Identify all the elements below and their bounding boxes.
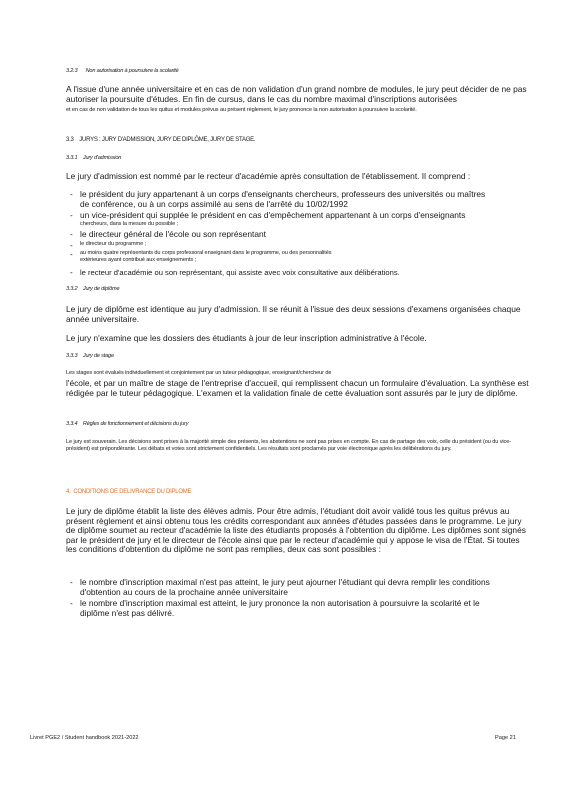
list-item: - un vice-président qui supplée le président en cas d'empêchement appartenant à un corps d'enseignants chercheurs, dans la mesure du possible ; (70, 211, 530, 228)
heading-text: Jury d'admission (82, 155, 122, 161)
paragraph-non-autorisation-cont: et en cas de non validation de tous les quitus et modules prévus au présent règlement, le jury prononce la non autorisation à poursuivre la scolarité. (66, 107, 417, 113)
list-item: - le président du jury appartenant à un corps d'enseignants chercheurs, professeurs des universités ou maîtres de conférence, ou à un corps assimilé au sens de l'arrêté du 10/02/1992 (70, 190, 530, 209)
list-item-text: au moins quatre représentants du corps professoral enseignant dans le programme, ou des personnalités (80, 250, 332, 256)
paragraph-jury-diplome-2: Le jury n'examine que les dossiers des étudiants à jour de leur inscription administrative à l'école. (66, 333, 427, 343)
heading-3-3 (66, 137, 532, 143)
list-item-text: un vice-président qui supplée le président en cas d'empêchement appartenant à un corps d'enseignants (80, 210, 466, 220)
list-item: - le nombre d'inscription maximal n'est pas atteint, le jury peut ajourner l'étudiant qui devra remplir les conditions d'obtention au cours de la prochaine année universitaire (70, 578, 530, 597)
list-item: - le recteur d'académie ou son représentant, qui assiste avec voix consultative aux délibérations. (70, 268, 530, 278)
paragraph-non-autorisation: A l'issue d'une année universitaire et en cas de non validation d'un grand nombre de modules, le jury peut décider de ne pas autoriser la poursuite d'études. En fin de cursus, dans le cas du nombre maximal d'inscriptions autorisées (66, 84, 527, 104)
list-item: - le directeur du programme ; (70, 241, 530, 248)
list-item-text: le directeur général de l'école ou son représentant (80, 229, 266, 239)
heading-number: 3.2.3 (66, 68, 78, 74)
heading-number: 3.3 (66, 137, 74, 143)
list-item-text: le nombre d'inscription maximal est atteint, le jury prononce la non autorisation à poursuivre la scolarité et le (80, 598, 480, 608)
heading-number: 3.3.3 (66, 353, 78, 359)
list-item-text-cont: de conférence, ou à un corps assimilé au sens de l'arrêté du 10/02/1992 (80, 198, 348, 209)
heading-text: Non autorisation à poursuivre la scolarité (85, 68, 179, 74)
list-item-text: le directeur du programme ; (80, 241, 147, 247)
footer-title: Livret PGE2 / Student handbook 2021-2022 (30, 735, 139, 741)
heading-text: CONDITIONS DE DELIVRANCE DU DIPLOME (73, 489, 192, 495)
list-item-text-cont: d'obtention au cours de la prochaine année universitaire (80, 586, 288, 597)
heading-text: Jury de stage (82, 353, 114, 359)
list-item: - le nombre d'inscription maximal est atteint, le jury prononce la non autorisation à poursuivre la scolarité et le diplôme n'est pas délivré. (70, 599, 530, 618)
list-item-text: le recteur d'académie ou son représentant, qui assiste avec voix consultative aux délibérations. (80, 268, 400, 277)
heading-number: 3.3.4 (66, 421, 78, 427)
heading-number: 3.3.2 (66, 286, 78, 292)
list-item: - le directeur général de l'école ou son représentant (70, 230, 530, 240)
heading-text: JURYS : JURY D'ADMISSION, JURY DE DIPLÔME, JURY DE STAGE. (79, 137, 256, 143)
paragraph-jury-stage-2: l'école, et par un maître de stage de l'entreprise d'accueil, qui remplissent chacun un formulaire d'évaluation. La synthèse est rédigée par le tuteur pédagogique. L'examen et la validation finale de cette évaluation sont assurés par le jury de diplôme. (66, 378, 529, 398)
page-number: Page 21 (495, 735, 516, 741)
heading-3-2-3 (66, 68, 532, 74)
list-item-text: le président du jury appartenant à un corps d'enseignants chercheurs, professeurs des universités ou maîtres (80, 189, 486, 199)
paragraph-jury-stage: Les stages sont évalués individuellement et conjointement par un tuteur pédagogique, enseignant/chercheur de (66, 370, 332, 376)
paragraph-regles-jury: Le jury est souverain. Les décisions sont prises à la majorité simple des présents, les abstentions ne sont pas prises en compte. En cas de partage des voix, celle du président (ou du vice-président) est prépondérante. Les débats et votes sont strictement confidentiels. Les résultats sont proclamés par voie électronique après les délibérations du jury. (66, 439, 512, 452)
paragraph-conditions-diplome: Le jury de diplôme établit la liste des élèves admis. Pour être admis, l'étudiant doit avoir validé tous les quitus prévus au présent règlement et ainsi obtenu tous les crédits correspondant aux années d'études passées dans le programme. Le jury de diplôme soumet au recteur d'académie la liste des étudiants proposés à l'obtention du diplôme. Les diplômes sont signés par le président de jury et le directeur de l'école ainsi que par le recteur d'académie qui y appose le visa de l'État. Si toutes les conditions d'obtention du diplôme ne sont pas remplies, deux cas sont possibles : (66, 506, 526, 555)
list-item-text-cont: chercheurs, dans la mesure du possible ; (80, 220, 178, 227)
heading-number: 3.3.1 (66, 155, 78, 161)
heading-3-3-3 (66, 353, 532, 359)
list-item: - au moins quatre représentants du corps professoral enseignant dans le programme, ou des personnalités extérieures ayant contribué aux enseignements ; (70, 250, 530, 264)
heading-3-3-1 (66, 155, 532, 161)
heading-3-3-2 (66, 286, 532, 292)
paragraph-jury-admission: Le jury d'admission est nommé par le recteur d'académie après consultation de l'établissement. Il comprend : (66, 171, 471, 181)
list-item-text-cont: diplôme n'est pas délivré. (80, 607, 175, 618)
heading-number: 4. (66, 489, 71, 495)
list-item-text: le nombre d'inscription maximal n'est pas atteint, le jury peut ajourner l'étudiant qui devra remplir les conditions (80, 577, 490, 587)
paragraph-jury-diplome: Le jury de diplôme est identique au jury d'admission. Il se réunit à l'issue des deux sessions d'examens organisées chaque année universitaire. (66, 304, 521, 324)
list-item-text-cont: extérieures ayant contribué aux enseignements ; (80, 257, 196, 263)
heading-text: Jury de diplôme (82, 286, 120, 292)
heading-4 (66, 489, 532, 495)
heading-3-3-4 (66, 421, 532, 427)
heading-text: Règles de fonctionnement et décisions du jury (82, 421, 189, 427)
